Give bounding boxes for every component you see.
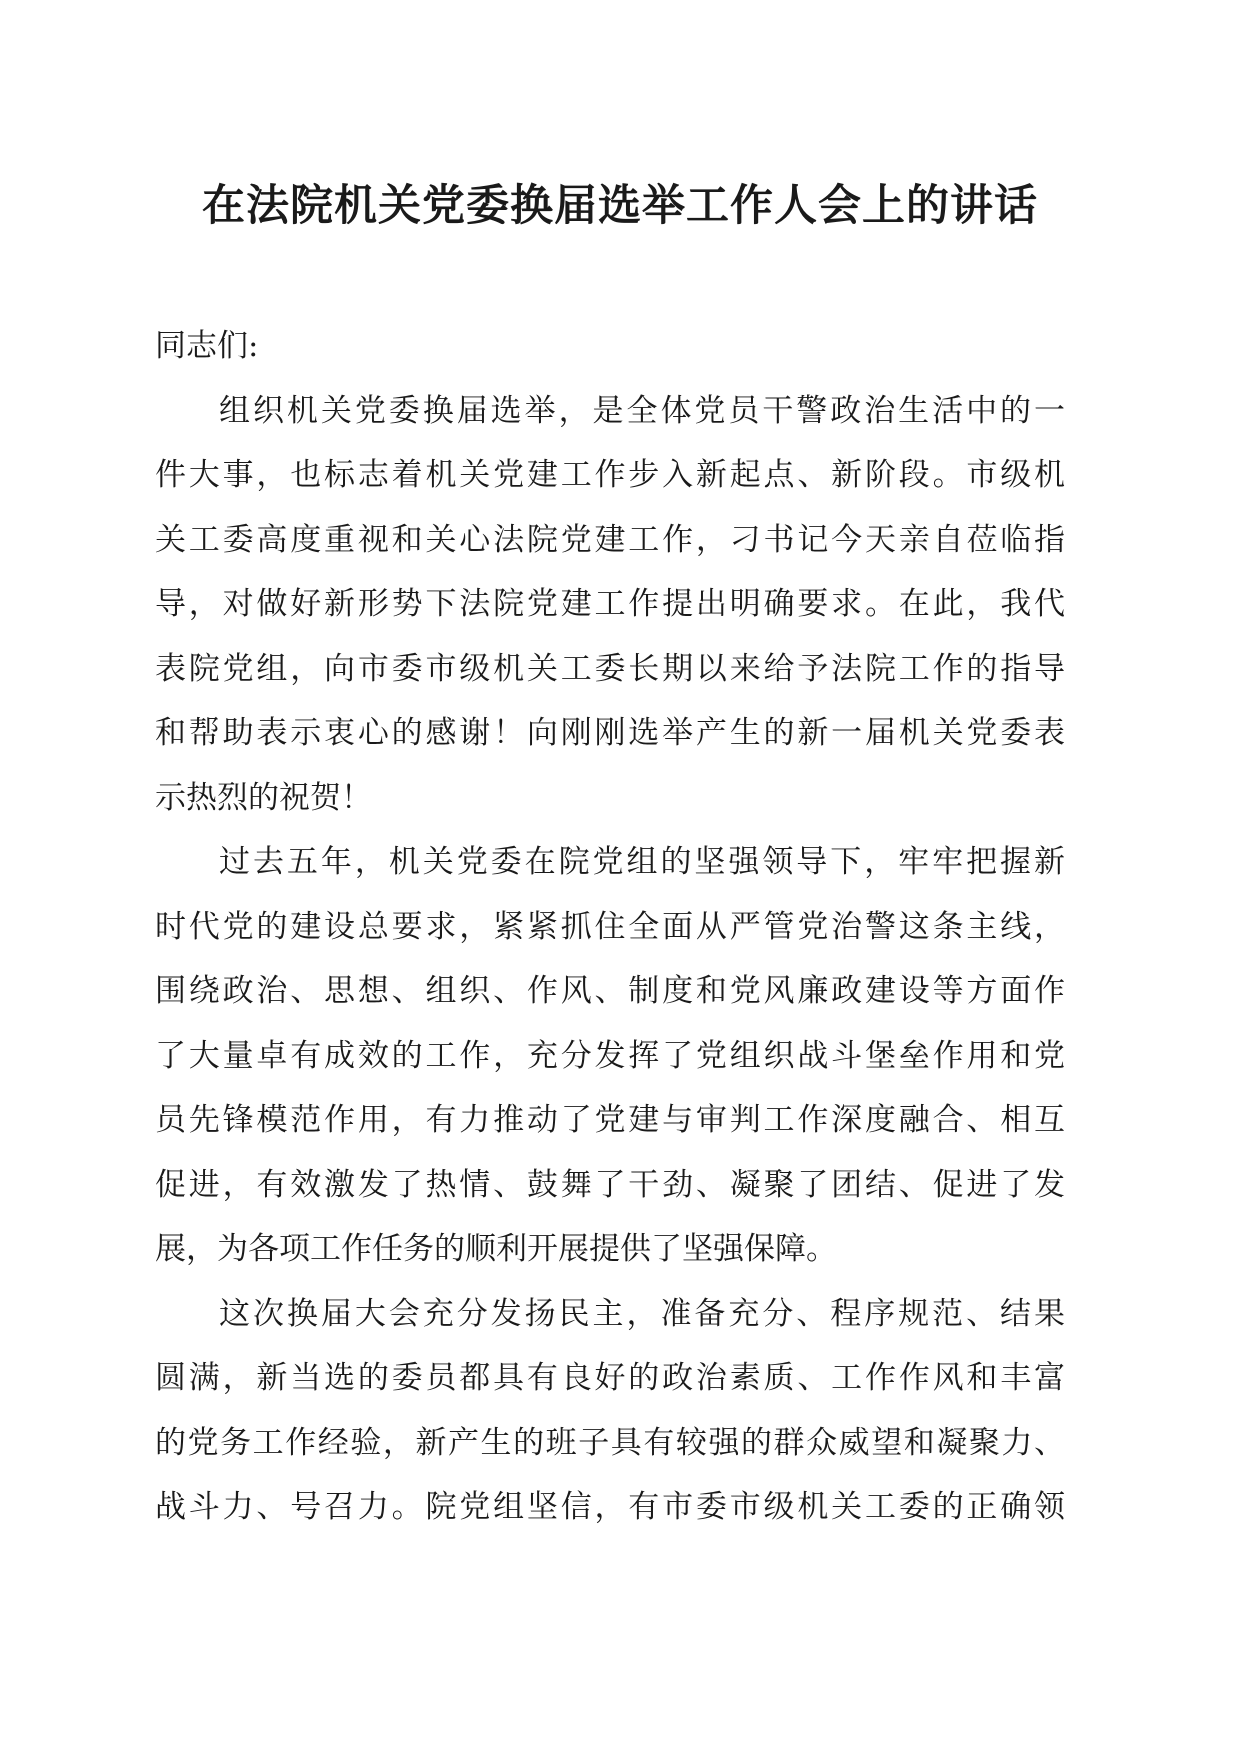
paragraph-line: 促进，有效激发了热情、鼓舞了干劲、凝聚了团结、促进了发 xyxy=(155,1166,1065,1203)
paragraph-line: 的党务工作经验，新产生的班子具有较强的群众威望和凝聚力、 xyxy=(155,1424,1065,1461)
paragraph-1 xyxy=(155,379,1065,831)
paragraph-line: 和帮助表示衷心的感谢！向刚刚选举产生的新一届机关党委表 xyxy=(155,715,1065,751)
document-body xyxy=(155,314,1065,1540)
paragraph-line: 示热烈的祝贺！ xyxy=(155,779,372,816)
paragraph-line: 过去五年，机关党委在院党组的坚强领导下，牢牢把握新 xyxy=(219,844,1065,880)
paragraph-line: 导，对做好新形势下法院党建工作提出明确要求。在此，我代 xyxy=(155,586,1065,622)
paragraph-line: 时代党的建设总要求，紧紧抓住全面从严管党治警这条主线， xyxy=(155,908,1065,945)
paragraph-line: 员先锋模范作用，有力推动了党建与审判工作深度融合、相互 xyxy=(155,1102,1065,1138)
paragraph-line: 战斗力、号召力。院党组坚信，有市委市级机关工委的正确领 xyxy=(155,1489,1065,1525)
paragraph-line: 这次换届大会充分发扬民主，准备充分、程序规范、结果 xyxy=(219,1295,1065,1332)
paragraph-line: 表院党组，向市委市级机关工委长期以来给予法院工作的指导 xyxy=(155,650,1065,687)
paragraph-line: 围绕政治、思想、组织、作风、制度和党风廉政建设等方面作 xyxy=(155,973,1065,1009)
paragraph-line: 展，为各项工作任务的顺利开展提供了坚强保障。 xyxy=(155,1231,837,1267)
paragraph-2 xyxy=(155,830,1065,1282)
paragraph-line: 圆满，新当选的委员都具有良好的政治素质、工作作风和丰富 xyxy=(155,1360,1065,1396)
paragraph-line: 组织机关党委换届选举，是全体党员干警政治生活中的一 xyxy=(219,392,1065,429)
greeting: 同志们: xyxy=(155,328,259,364)
paragraph-line: 件大事，也标志着机关党建工作步入新起点、新阶段。市级机 xyxy=(155,457,1065,493)
document-title: 在法院机关党委换届选举工作人会上的讲话 xyxy=(202,181,1038,231)
paragraph-3 xyxy=(155,1282,1065,1540)
paragraph-line: 关工委高度重视和关心法院党建工作，刁书记今天亲自莅临指 xyxy=(155,521,1065,558)
paragraph-line: 了大量卓有成效的工作，充分发挥了党组织战斗堡垒作用和党 xyxy=(155,1037,1065,1074)
